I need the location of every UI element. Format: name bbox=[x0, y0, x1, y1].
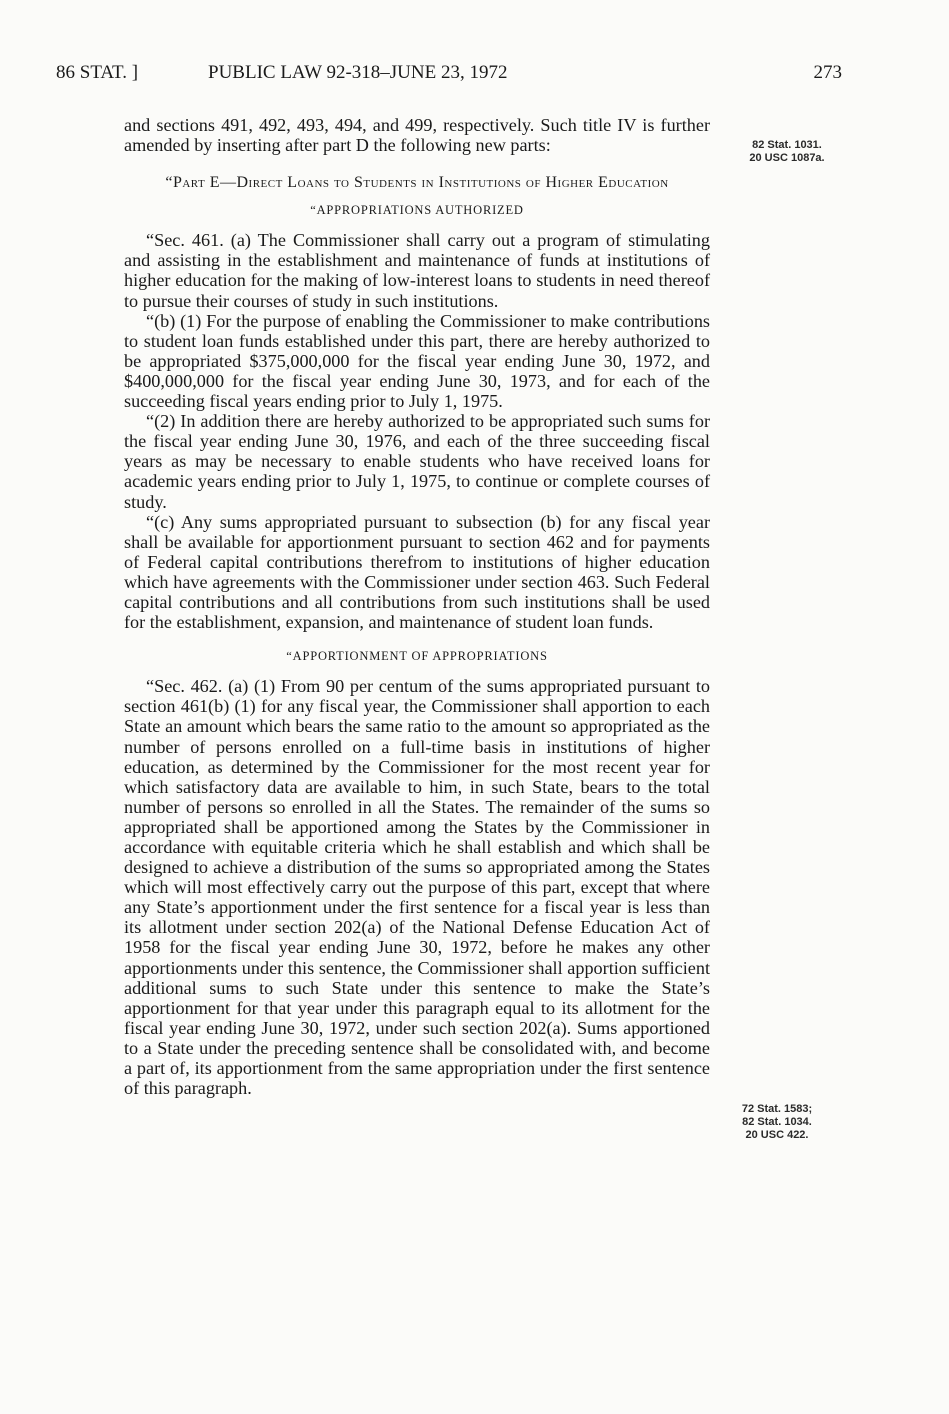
section-461-b1: “(b) (1) For the purpose of enabling the Commissioner to make contributions to student loan funds established under this part, there are hereby authorized to be appropriated $375,000,000 for the fiscal year ending June 30, 1972, and $400,000,000 for the fiscal year ending June 30, 1973, and for each of the succeeding fiscal years ending prior to July 1, 1975. bbox=[124, 310, 710, 412]
page-number: 273 bbox=[813, 62, 842, 83]
main-text bbox=[124, 115, 710, 1098]
margin-note-line: 82 Stat. 1031. bbox=[752, 139, 822, 151]
section-461-heading: “APPROPRIATIONS AUTHORIZED bbox=[310, 203, 524, 218]
running-header bbox=[56, 62, 842, 90]
part-e-heading: “Part E—Direct Loans to Students in Institutions of Higher Education bbox=[165, 174, 669, 192]
margin-note-line: 20 USC 422. bbox=[745, 1129, 809, 1141]
section-461-a: “Sec. 461. (a) The Commissioner shall carry out a program of stimulating and assisting in the establishment and maintenance of funds at institutions of higher education for the making of low-interest loans to students in need thereof to pursue their courses of study in such institutions. bbox=[124, 230, 710, 311]
intro-paragraph: and sections 491, 492, 493, 494, and 499, respectively. Such title IV is further amended by inserting after part D the following new parts: bbox=[124, 115, 710, 156]
margin-note-citation-2 bbox=[722, 1103, 832, 1142]
margin-note-citation-1 bbox=[732, 139, 842, 165]
law-title: PUBLIC LAW 92-318–JUNE 23, 1972 bbox=[208, 62, 508, 83]
section-461-c: “(c) Any sums appropriated pursuant to subsection (b) for any fiscal year shall be available for apportionment pursuant to section 462 and for payments of Federal capital contributions therefrom to institutions of higher education which have agreements with the Commissioner under section 463. Such Federal capital contributions and all contributions from such institutions shall be used for the establishment, expansion, and maintenance of student loan funds. bbox=[124, 511, 710, 633]
margin-note-line: 82 Stat. 1034. bbox=[742, 1116, 812, 1128]
statute-reference: 86 STAT. ] bbox=[56, 62, 139, 83]
margin-note-line: 72 Stat. 1583; bbox=[741, 1103, 813, 1115]
section-462-a1: “Sec. 462. (a) (1) From 90 per centum of the sums appropriated pursuant to section 461(b) (1) for any fiscal year, the Commissioner shall apportion to each State an amount which bears the same ratio to the amount so appropriated as the number of persons enrolled on a full-time basis in institutions of higher education, as determined by the Commissioner for the most recent year for which satisfactory data are available to him, in such State, bears to the total number of persons so enrolled in all the States. The remainder of the sums so appropriated shall be apportioned among the States by the Commissioner in accordance with equitable criteria which he shall establish and which shall be designed to achieve a distribution of the sums so appropriated among the States which will most effectively carry out the purpose of this part, except that where any State’s apportionment under the first sentence for a fiscal year is less than its allotment under section 202(a) of the National Defense Education Act of 1958 for the fiscal year ending June 30, 1972, before he makes any other apportionments under this sentence, the Commissioner shall apportion sufficient additional sums to such State under this sentence to make the State’s apportionment for that year under this paragraph equal to its allotment for the fiscal year ending June 30, 1972, under such section 202(a). Sums apportioned to a State under the preceding sentence shall be consolidated with, and become a part of, its apportionment from the same appropriation under the first sentence of this paragraph. bbox=[124, 676, 710, 1099]
section-462-heading: “APPORTIONMENT OF APPROPRIATIONS bbox=[286, 649, 548, 664]
margin-note-line: 20 USC 1087a. bbox=[749, 152, 825, 164]
section-461-b2: “(2) In addition there are hereby authorized to be appropriated such sums for the fiscal year ending June 30, 1976, and each of the three succeeding fiscal years as may be necessary to enable students who have received loans for academic years ending prior to July 1, 1975, to continue or complete courses of study. bbox=[124, 411, 710, 512]
